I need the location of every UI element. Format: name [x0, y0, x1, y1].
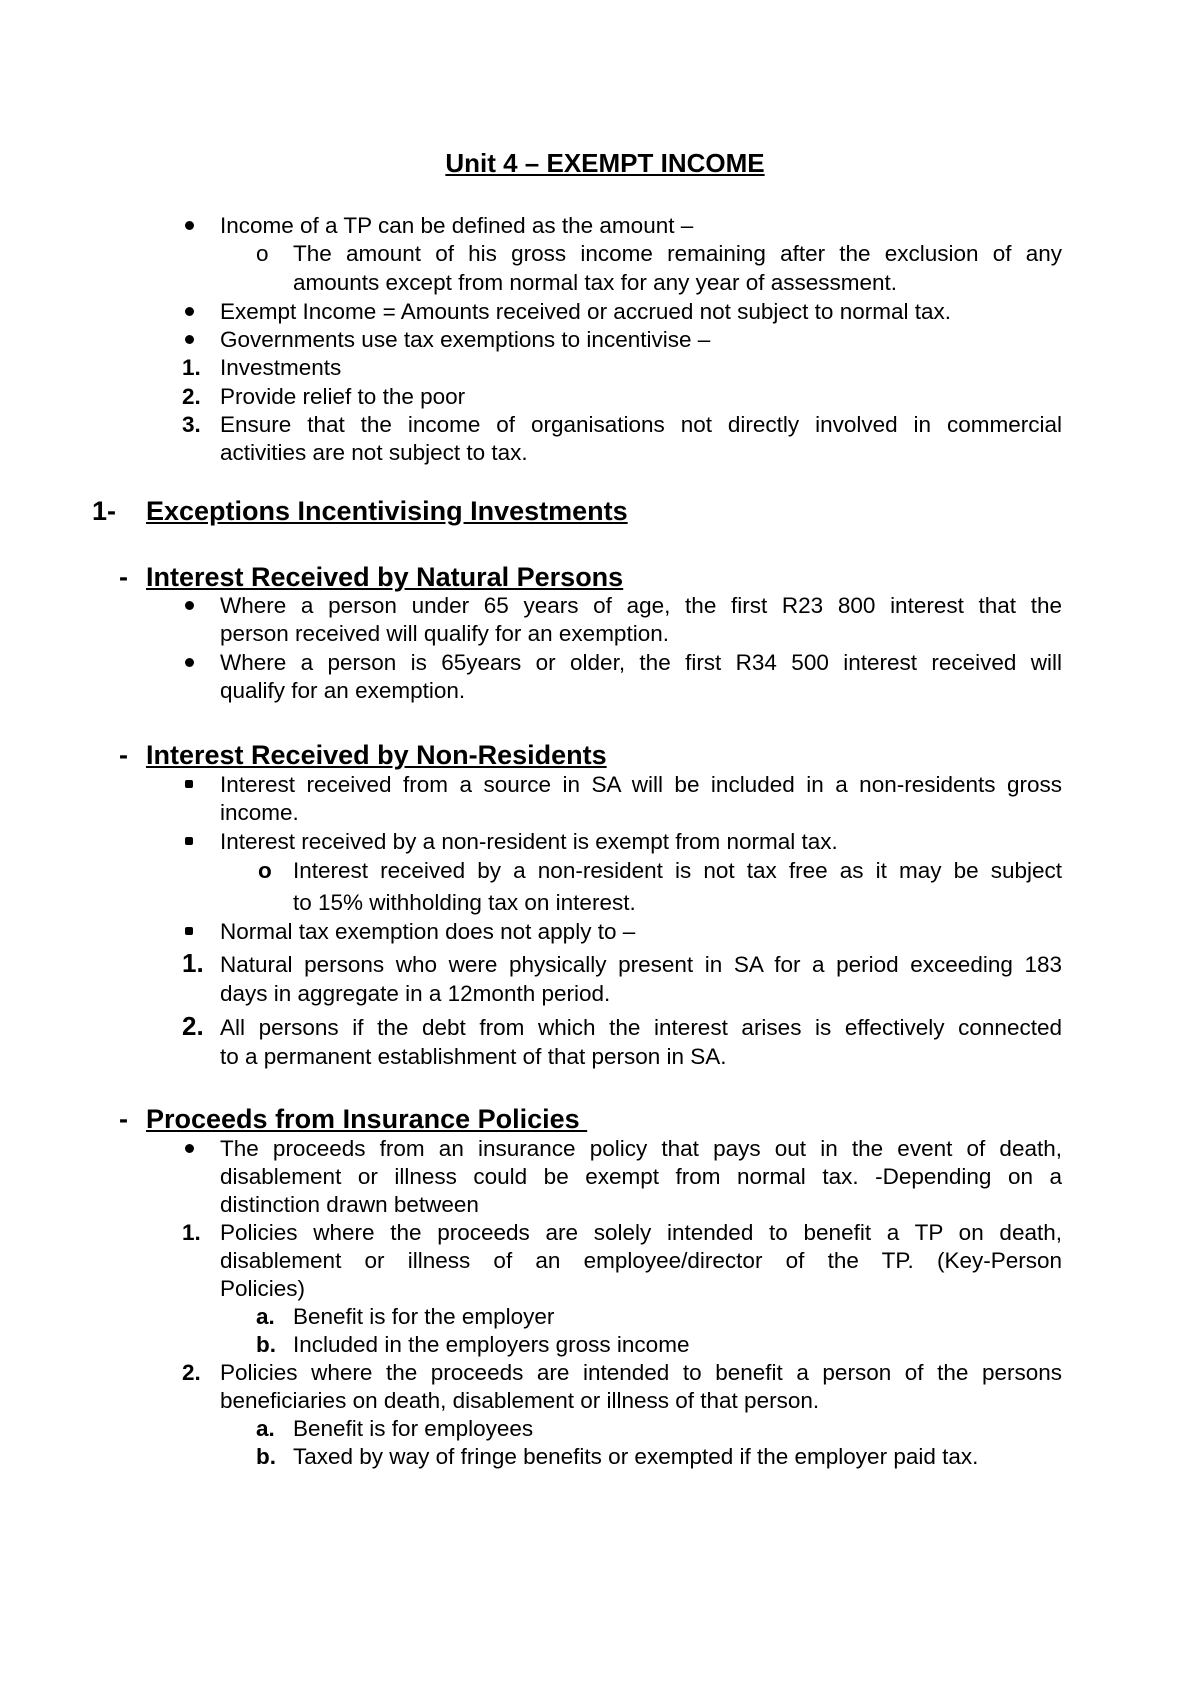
- insurance-item-1a: Benefit is for the employer: [293, 1304, 555, 1329]
- intro-sub-line-1: The amount of his gross income remaining after the exclusion of any: [293, 241, 1062, 266]
- sub-bullet-marker: o: [258, 858, 272, 883]
- list-number: 3.: [182, 412, 201, 437]
- subsection-heading-text: Proceeds from Insurance Policies: [146, 1104, 588, 1134]
- natural-bullet-1-line-1: Where a person under 65 years of age, the first R23 800 interest that the: [220, 593, 1062, 618]
- nonres-sub-line-2: to 15% withholding tax on interest.: [293, 890, 636, 915]
- nonres-item-1-line-2: days in aggregate in a 12month period.: [220, 981, 611, 1006]
- bullet-icon: [185, 837, 193, 845]
- intro-bullet-2: Exempt Income = Amounts received or accrued not subject to normal tax.: [220, 299, 951, 324]
- subsection-heading: [146, 1102, 587, 1136]
- subsection-dash: -: [119, 740, 128, 770]
- nonres-bullet-1-line-2: income.: [220, 800, 299, 825]
- intro-item-3-line-1: Ensure that the income of organisations not directly involved in commercial: [220, 412, 1062, 437]
- insurance-item-1-line-1: Policies where the proceeds are solely intended to benefit a TP on death,: [220, 1220, 1062, 1245]
- insurance-item-2-line-2: beneficiaries on death, disablement or illness of that person.: [220, 1388, 820, 1413]
- intro-item-1: Investments: [220, 355, 342, 380]
- nonres-item-2-line-1: All persons if the debt from which the interest arises is effectively connected: [220, 1015, 1062, 1040]
- nonres-item-1-line-1: Natural persons who were physically present in SA for a period exceeding 183: [220, 952, 1062, 977]
- intro-sub-line-2: amounts except from normal tax for any year of assessment.: [293, 270, 898, 295]
- bullet-icon: [185, 1144, 194, 1153]
- list-number: 2.: [182, 1011, 204, 1041]
- nonres-bullet-2: Interest received by a non-resident is exempt from normal tax.: [220, 829, 838, 854]
- page-title: Unit 4 – EXEMPT INCOME: [445, 148, 765, 178]
- intro-item-2: Provide relief to the poor: [220, 384, 466, 409]
- subsection-heading-text: Interest Received by Natural Persons: [146, 562, 624, 592]
- list-number: 1.: [182, 355, 201, 380]
- list-number: 2.: [182, 1360, 201, 1385]
- natural-bullet-1-line-2: person received will qualify for an exemption.: [220, 621, 669, 646]
- nonres-bullet-1-line-1: Interest received from a source in SA will be included in a non-residents gross: [220, 772, 1062, 797]
- list-letter: b.: [256, 1332, 276, 1357]
- sub-bullet-marker: o: [256, 241, 269, 266]
- list-number: 2.: [182, 384, 201, 409]
- insurance-item-2-line-1: Policies where the proceeds are intended to benefit a person of the persons: [220, 1360, 1062, 1385]
- list-letter: a.: [256, 1304, 275, 1329]
- intro-item-3-line-2: activities are not subject to tax.: [220, 440, 528, 465]
- insurance-bullet-line-1: The proceeds from an insurance policy that pays out in the event of death,: [220, 1136, 1062, 1161]
- subsection-dash: -: [119, 562, 128, 592]
- insurance-bullet-line-2: disablement or illness could be exempt from normal tax. -Depending on a: [220, 1164, 1062, 1189]
- subsection-heading: [146, 738, 607, 772]
- intro-bullet-3: Governments use tax exemptions to incentivise –: [220, 327, 711, 352]
- natural-bullet-2-line-1: Where a person is 65years or older, the first R34 500 interest received will: [220, 650, 1062, 675]
- bullet-icon: [185, 335, 194, 344]
- section-heading-text: Exceptions Incentivising Investments: [146, 496, 628, 526]
- natural-bullet-2-line-2: qualify for an exemption.: [220, 678, 466, 703]
- bullet-icon: [185, 780, 193, 788]
- subsection-heading: [146, 560, 623, 594]
- insurance-item-1-line-2: disablement or illness of an employee/director of the TP. (Key-Person: [220, 1248, 1062, 1273]
- nonres-sub-line-1: Interest received by a non-resident is not tax free as it may be subject: [293, 858, 1062, 883]
- insurance-item-1b: Included in the employers gross income: [293, 1332, 690, 1357]
- section-number: 1-: [92, 496, 117, 526]
- bullet-icon: [185, 658, 194, 667]
- list-letter: a.: [256, 1416, 275, 1441]
- subsection-dash: -: [119, 1104, 128, 1134]
- bullet-icon: [185, 601, 194, 610]
- nonres-item-2-line-2: to a permanent establishment of that person in SA.: [220, 1044, 727, 1069]
- insurance-item-2a: Benefit is for employees: [293, 1416, 534, 1441]
- section-heading: [146, 494, 628, 528]
- list-letter: b.: [256, 1444, 276, 1469]
- nonres-bullet-3: Normal tax exemption does not apply to –: [220, 919, 636, 944]
- insurance-bullet-line-3: distinction drawn between: [220, 1192, 479, 1217]
- insurance-item-2b: Taxed by way of fringe benefits or exempted if the employer paid tax.: [293, 1444, 979, 1469]
- insurance-item-1-line-3: Policies): [220, 1276, 306, 1301]
- intro-bullet-1: Income of a TP can be defined as the amount –: [220, 213, 694, 238]
- bullet-icon: [185, 307, 194, 316]
- bullet-icon: [185, 221, 194, 230]
- subsection-heading-text: Interest Received by Non-Residents: [146, 740, 607, 770]
- bullet-icon: [185, 927, 193, 935]
- list-number: 1.: [182, 1220, 201, 1245]
- list-number: 1.: [182, 948, 204, 978]
